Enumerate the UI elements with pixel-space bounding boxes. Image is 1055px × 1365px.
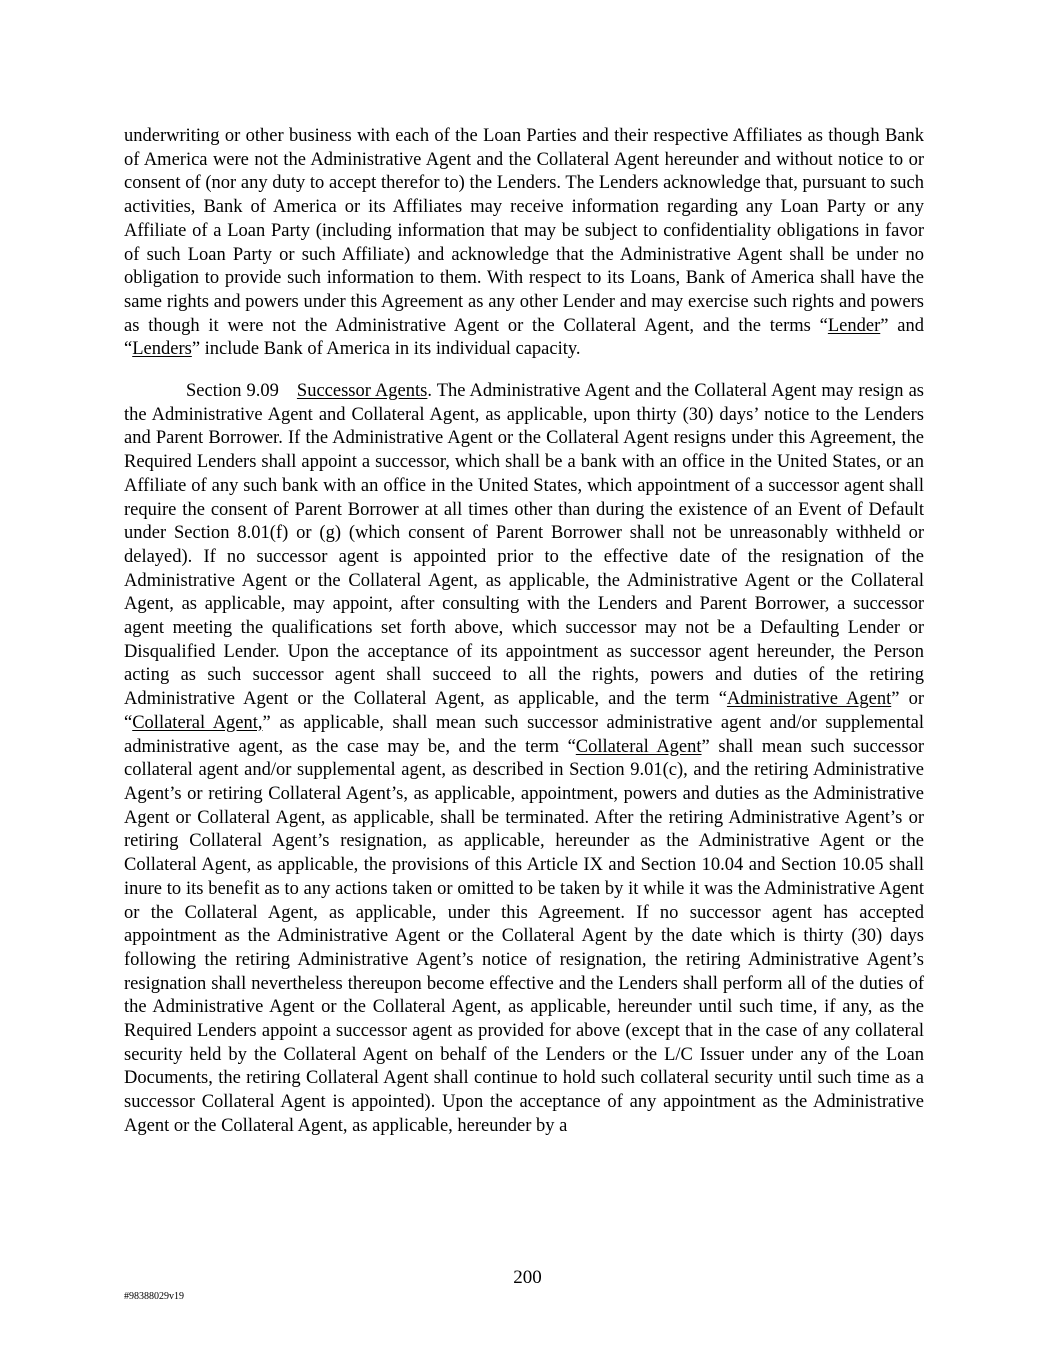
document-body bbox=[124, 125, 924, 1139]
paragraph-successor-agents bbox=[124, 380, 924, 1139]
defined-term-collateral-agent: Collateral Agent, bbox=[132, 712, 263, 733]
paragraph-text: ” include Bank of America in its individual capacity. bbox=[191, 339, 581, 360]
paragraph-text: ” as applicable, shall mean such successor administrative agent and/or supplemental administrative agent, as the case may be, and the term “ bbox=[124, 712, 924, 757]
defined-term-lender: Lender bbox=[827, 315, 881, 336]
page-number: 200 bbox=[513, 1267, 542, 1288]
paragraph-bank-of-america-activities bbox=[124, 125, 924, 362]
defined-term-collateral-agent: Collateral Agent bbox=[575, 736, 702, 757]
document-id: #98388029v19 bbox=[124, 1291, 184, 1302]
paragraph-text: ” or “ bbox=[124, 689, 924, 733]
paragraph-text: . The Administrative Agent and the Collateral Agent may resign as the Administrative Agent and Collateral Agent, as applicable, upon thirty (30) days’ notice to the Lenders and Parent Borrower. If the Administrative Agent or the Collateral Agent resigns under this Agreement, the Required Lenders shall appoint a successor, which shall be a bank with an office in the United States, or an Affiliate of any such bank with an office in the United States, which appointment of a successor agent shall require the consent of Parent Borrower at all times other than during the existence of an Event of Default under Section 8.01(f) or (g) (which consent of Parent Borrower shall not be unreasonably withheld or delayed). If no successor agent is appointed prior to the effective date of the resignation of the Administrative Agent or the Collateral Agent, as applicable, the Administrative Agent or the Collateral Agent, as applicable, may appoint, after consulting with the Lenders and Parent Borrower, a successor agent meeting the qualifications set forth above, which successor may not be a Defaulting Lender or Disqualified Lender. Upon the acceptance of its appointment as successor agent hereunder, the Person acting as such successor agent shall succeed to all the rights, powers and duties of the retiring Administrative Agent or the Collateral Agent, as applicable, and the term “ bbox=[124, 381, 925, 710]
paragraph-text: ” shall mean such successor collateral agent and/or supplemental agent, as described in Section 9.01(c), and the retiring Administrative Agent’s or retiring Collateral Agent’s, as applicable, appointment, powers and duties as the Administrative Agent or Collateral Agent, as applicable, shall be terminated. After the retiring Administrative Agent’s or retiring Collateral Agent’s resignation, as applicable, hereunder as the Administrative Agent or the Collateral Agent, as applicable, the provisions of this Article IX and Section 10.04 and Section 10.05 shall inure to its benefit as to any actions taken or omitted to be taken by it while it was the Administrative Agent or the Collateral Agent, as applicable, under this Agreement. If no successor agent has accepted appointment as the Administrative Agent or the Collateral Agent by the date which is thirty (30) days following the retiring Administrative Agent’s notice of resignation, the retiring Administrative Agent’s resignation shall nevertheless thereupon become effective and the Lenders shall perform all of the duties of the Administrative Agent or the Collateral Agent, as applicable, hereunder until such time, if any, as the Required Lenders appoint a successor agent as provided for above (except that in the case of any collateral security held by the Collateral Agent on behalf of the Lenders or the L/C Issuer under any of the Loan Documents, the retiring Collateral Agent shall continue to hold such collateral security until such time as a successor Collateral Agent is appointed). Upon the acceptance of any appointment as the Administrative Agent or the Collateral Agent, as applicable, hereunder by a bbox=[124, 736, 924, 1136]
defined-term-administrative-agent: Administrative Agent bbox=[726, 689, 892, 710]
section-number: Section 9.09 bbox=[186, 381, 279, 402]
section-title: Successor Agents bbox=[296, 381, 428, 402]
paragraph-text: underwriting or other business with each of the Loan Parties and their respective Affiliates as though Bank of America were not the Administrative Agent and the Collateral Agent hereunder and without notice to or consent of (nor any duty to accept therefor to) the Lenders. The Lenders acknowledge that, pursuant to such activities, Bank of America or its Affiliates may receive information regarding any Loan Party or any Affiliate of a Loan Party (including information that may be subject to confidentiality obligations in favor of such Loan Party or such Affiliate) and acknowledge that the Administrative Agent shall be under no obligation to provide such information to them. With respect to its Loans, Bank of America shall have the same rights and powers under this Agreement as any other Lender and may exercise such rights and powers as though it were not the Administrative Agent or the Collateral Agent, and the terms “ bbox=[124, 126, 924, 336]
paragraph-text: ” and “ bbox=[124, 315, 924, 360]
defined-term-lenders: Lenders bbox=[132, 339, 192, 360]
